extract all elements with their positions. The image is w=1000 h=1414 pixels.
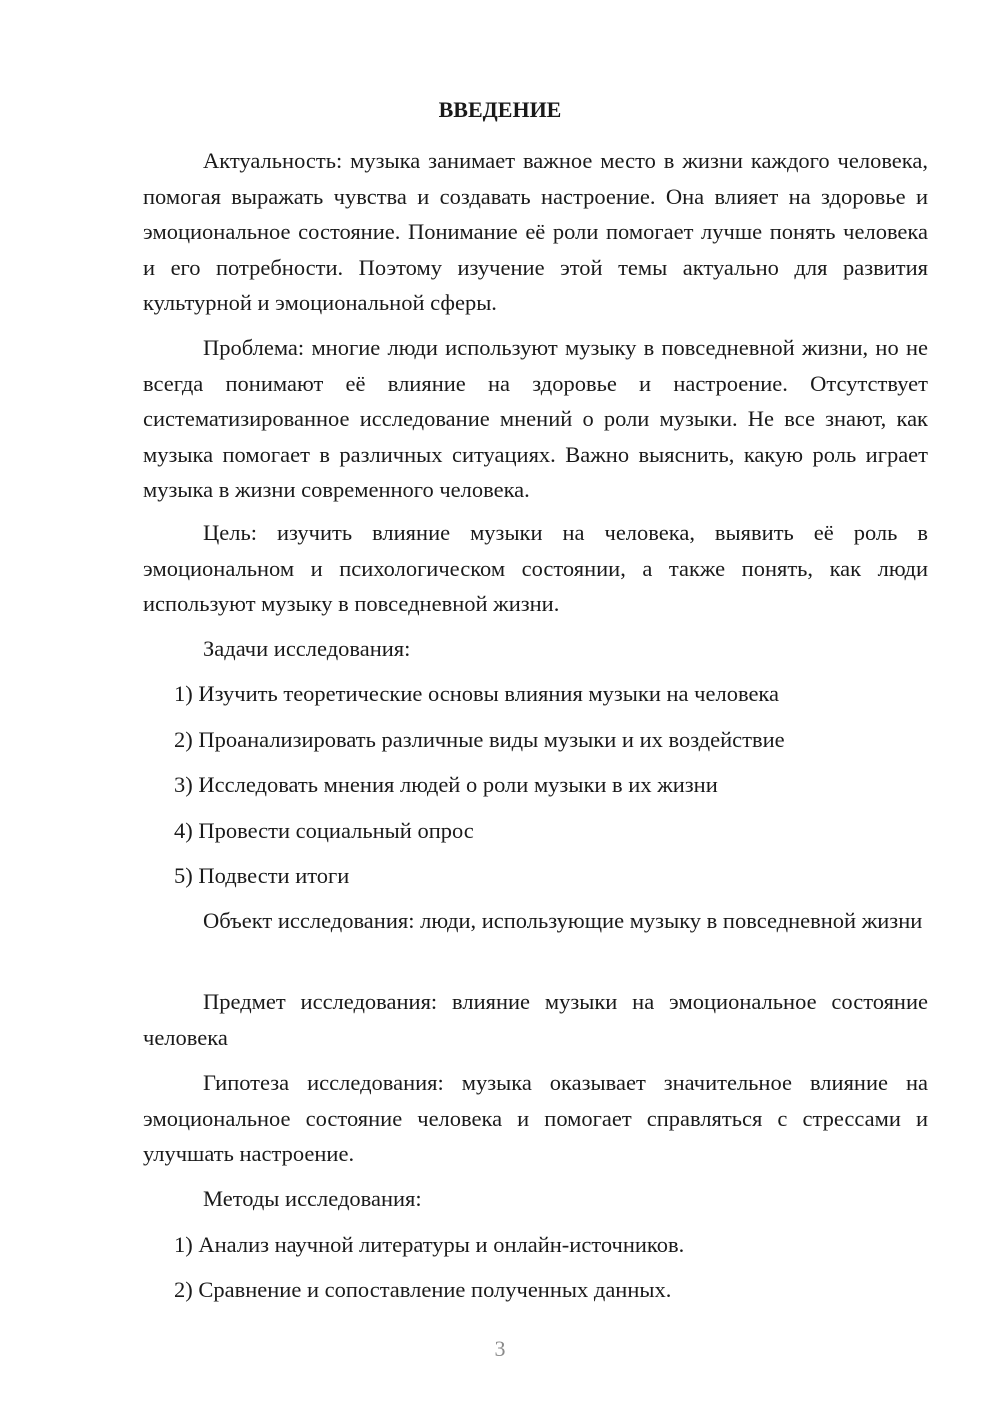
method-item: 2) Сравнение и сопоставление полученных данных. — [174, 1277, 672, 1302]
methods-heading: Методы исследования: — [203, 1186, 422, 1211]
subject-paragraph: Предмет исследования: влияние музыки на эмоциональное состояние человека — [143, 989, 928, 1050]
object-paragraph: Объект исследования: люди, использующие музыку в повседневной жизни — [203, 908, 923, 933]
task-item: 1) Изучить теоретические основы влияния музыки на человека — [174, 681, 780, 706]
relevance-paragraph: Актуальность: музыка занимает важное место в жизни каждого человека, помогая выражать чувства и создавать настроение. Она влияет на здоровье и эмоциональное состояние. Понимание её роли помогает лучше понять человека и его потребности. Поэтому изучение этой темы актуально для развития культурной и эмоциональной сферы. — [143, 148, 928, 315]
task-item: 2) Проанализировать различные виды музыки и их воздействие — [174, 727, 785, 752]
task-item: 5) Подвести итоги — [174, 863, 350, 888]
problem-paragraph: Проблема: многие люди используют музыку в повседневной жизни, но не всегда понимают её влияние на здоровье и настроение. Отсутствует систематизированное исследование мнений о роли музыки. Не все знают, как музыка помогает в различных ситуациях. Важно выяснить, какую роль играет музыка в жизни современного человека. — [143, 335, 928, 502]
task-item: 4) Провести социальный опрос — [174, 818, 474, 843]
method-item: 1) Анализ научной литературы и онлайн-источников. — [174, 1232, 685, 1257]
hypothesis-paragraph: Гипотеза исследования: музыка оказывает значительное влияние на эмоциональное состояние человека и помогает справляться с стрессами и улучшать настроение. — [143, 1070, 928, 1166]
tasks-heading: Задачи исследования: — [203, 636, 411, 661]
task-item: 3) Исследовать мнения людей о роли музыки в их жизни — [174, 772, 718, 797]
page-title: ВВЕДЕНИЕ — [438, 97, 562, 122]
page-number: 3 — [494, 1336, 506, 1361]
goal-paragraph: Цель: изучить влияние музыки на человека, выявить её роль в эмоциональном и психологическом состоянии, а также понять, как люди используют музыку в повседневной жизни. — [143, 520, 928, 616]
